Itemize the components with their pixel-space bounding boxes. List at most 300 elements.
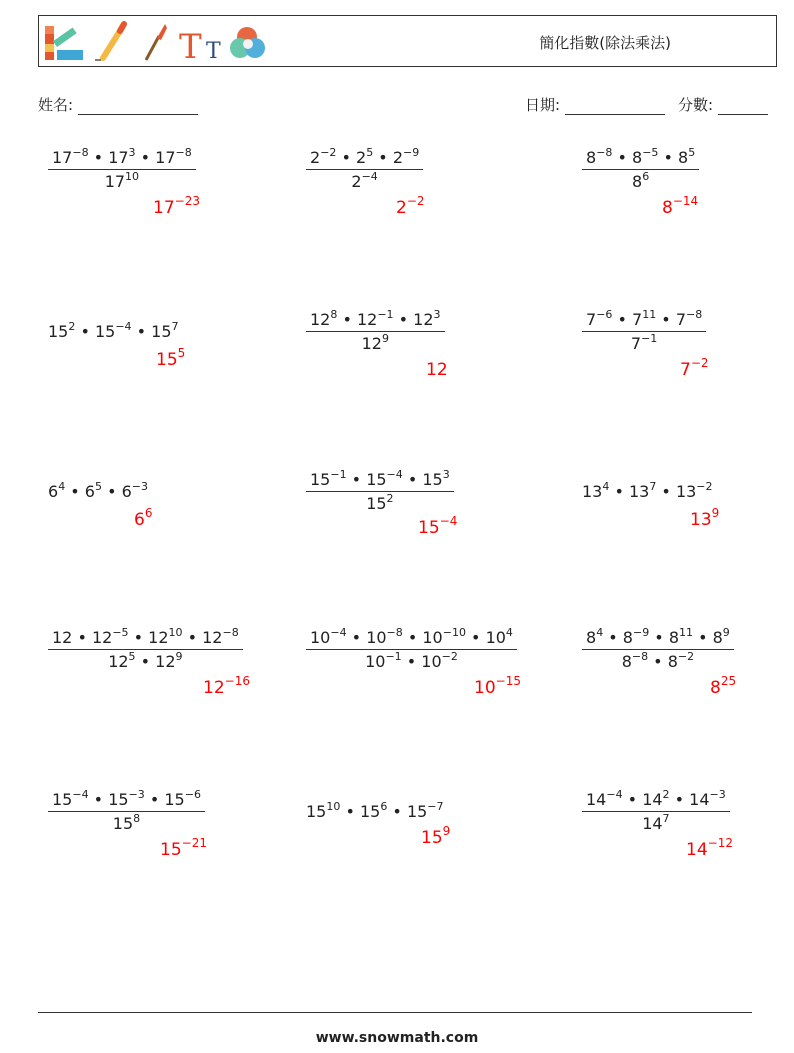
numerator-term (108, 790, 145, 809)
multiply-dot: • (346, 628, 367, 647)
base: 6 (48, 482, 59, 501)
exponent: −8 (175, 146, 192, 159)
answer (474, 674, 521, 698)
problem-6 (582, 308, 709, 380)
numerator (582, 788, 730, 812)
problem-13 (48, 788, 207, 860)
numerator (306, 308, 445, 332)
footer-divider (38, 1012, 752, 1013)
denominator-term (642, 814, 669, 833)
denominator-term (366, 494, 393, 513)
multiply-dot: • (612, 148, 633, 167)
exponent: −2 (690, 356, 709, 370)
exponent: 5 (366, 146, 374, 159)
numerator-term (310, 148, 336, 167)
multiply-dot: • (346, 470, 367, 489)
expression-term (95, 322, 132, 341)
answer (396, 194, 425, 218)
multiply-dot: • (656, 482, 676, 501)
base: 13 (582, 482, 603, 501)
expression-term (48, 322, 75, 341)
exponent: −8 (596, 146, 613, 159)
pencil-icon (95, 24, 124, 60)
base: 17 (52, 148, 73, 167)
numerator-term (202, 628, 239, 647)
exponent: −16 (224, 674, 250, 688)
numerator-term (689, 790, 726, 809)
base: 6 (84, 482, 95, 501)
base: 6 (134, 510, 145, 530)
expression-term (676, 482, 713, 501)
base: 15 (112, 814, 134, 833)
multiply-dot: • (75, 322, 95, 341)
date-blank[interactable] (565, 100, 665, 115)
exponent: −1 (330, 468, 347, 481)
base: 8 (632, 172, 643, 191)
exponent: −14 (672, 194, 699, 208)
multiply-dot: • (649, 628, 669, 647)
multiply-dot: • (135, 652, 156, 671)
exponent: −2 (406, 194, 425, 208)
numerator-term (486, 628, 513, 647)
problem-12 (582, 626, 737, 698)
multiply-dot: • (128, 628, 149, 647)
answer-term (421, 824, 451, 848)
base: 15 (421, 828, 443, 848)
header-icons (43, 20, 273, 64)
denominator-term (351, 172, 377, 191)
fraction (306, 626, 517, 671)
exponent: −10 (442, 626, 466, 639)
exponent: −4 (115, 320, 132, 333)
fraction (48, 146, 196, 191)
base: 12 (91, 628, 113, 647)
numerator (48, 788, 205, 812)
fraction (48, 788, 205, 833)
exponent: 3 (128, 146, 136, 159)
multiply-dot: • (337, 310, 357, 329)
fraction (306, 468, 454, 513)
exponent: 3 (433, 308, 441, 321)
base: 7 (680, 360, 691, 380)
numerator (306, 626, 517, 650)
problem-1 (48, 146, 200, 218)
score-label: 分數: (678, 96, 714, 114)
ruler-palette-icon (45, 26, 83, 60)
exponent: 2 (386, 492, 394, 505)
denominator (306, 650, 517, 670)
base: 15 (48, 322, 69, 341)
numerator-term (422, 470, 449, 489)
denominator-term (362, 334, 389, 353)
multiply-dot: • (693, 628, 713, 647)
base: 8 (712, 628, 723, 647)
exponent: 6 (144, 506, 153, 520)
exponent: 11 (642, 308, 657, 321)
date-field (525, 94, 665, 115)
denominator-term (622, 652, 648, 671)
exponent: −2 (441, 650, 458, 663)
numerator-term (155, 148, 192, 167)
answer-term (680, 356, 709, 380)
numerator (306, 146, 423, 170)
answer-term (474, 674, 521, 698)
answer-term (418, 514, 458, 538)
multiply-dot: • (65, 482, 85, 501)
exponent: 9 (381, 332, 389, 345)
exponent: 9 (175, 650, 183, 663)
denominator-term (421, 652, 458, 671)
answer (710, 674, 737, 698)
exponent: −6 (596, 308, 613, 321)
numerator-term (422, 628, 466, 647)
problem-15 (582, 788, 733, 860)
base: 15 (306, 802, 327, 821)
exponent: −4 (386, 468, 403, 481)
multiply-dot: • (88, 790, 109, 809)
denominator (48, 812, 205, 832)
denominator-term (631, 334, 657, 353)
answer-term (662, 194, 699, 218)
base: 17 (153, 198, 175, 218)
exponent: −3 (128, 788, 145, 801)
base: 13 (675, 482, 697, 501)
denominator-term (105, 172, 139, 191)
numerator-term (642, 790, 669, 809)
base: 15 (108, 790, 129, 809)
exponent: −8 (631, 650, 649, 663)
base: 15 (366, 494, 387, 513)
numerator-term (148, 628, 182, 647)
fraction (582, 308, 706, 353)
base: 12 (203, 678, 225, 698)
answer (160, 836, 207, 860)
svg-text:T: T (179, 27, 202, 64)
denominator-term (365, 652, 402, 671)
base: 2 (356, 148, 367, 167)
expression-term (306, 802, 340, 821)
svg-text:T: T (206, 39, 221, 64)
multiply-dot: • (658, 148, 679, 167)
problem-8 (306, 468, 458, 538)
base: 8 (632, 148, 643, 167)
exponent: 10 (125, 170, 140, 183)
base: 13 (628, 482, 650, 501)
numerator-term (586, 628, 603, 647)
denominator (306, 492, 454, 512)
base: 8 (710, 678, 721, 698)
denominator (48, 170, 196, 190)
multiply-dot: • (401, 652, 422, 671)
exponent: 4 (602, 480, 610, 493)
base: 8 (678, 148, 689, 167)
base: 14 (642, 814, 663, 833)
multiply-dot: • (88, 148, 109, 167)
exponent: 4 (505, 626, 513, 639)
exponent: 25 (720, 674, 737, 688)
denominator (582, 332, 706, 352)
expression-term (360, 802, 387, 821)
exponent: −1 (641, 332, 658, 345)
numerator-term (164, 790, 201, 809)
denominator (306, 170, 423, 190)
numerator-term (393, 148, 419, 167)
multiply-dot: • (609, 482, 629, 501)
expression (48, 472, 148, 500)
base: 12 (310, 310, 331, 329)
numerator-term (52, 790, 89, 809)
exponent: 9 (442, 824, 451, 838)
multiply-dot: • (612, 310, 633, 329)
base: 2 (310, 148, 321, 167)
multiply-dot: • (182, 628, 203, 647)
problem-2 (306, 146, 425, 218)
fraction (582, 788, 730, 833)
multiply-dot: • (101, 482, 122, 501)
exponent: 6 (380, 800, 388, 813)
exponent: −8 (72, 146, 89, 159)
base: 17 (104, 172, 126, 191)
numerator-term (586, 310, 612, 329)
text-icon (179, 27, 221, 64)
base: 7 (586, 310, 597, 329)
base: 7 (632, 310, 643, 329)
multiply-dot: • (656, 310, 676, 329)
exponent: −2 (696, 480, 713, 493)
numerator-term (310, 310, 337, 329)
multiply-dot: • (72, 628, 92, 647)
answer (203, 674, 250, 698)
numerator-term (92, 628, 129, 647)
expression-term (582, 482, 609, 501)
exponent: 5 (177, 346, 186, 360)
base: 12 (202, 628, 223, 647)
multiply-dot: • (402, 628, 423, 647)
problem-5 (306, 308, 448, 380)
multiply-dot: • (373, 148, 393, 167)
exponent: 10 (168, 626, 183, 639)
exponent: −2 (320, 146, 337, 159)
exponent: −21 (181, 836, 207, 850)
denominator-term (155, 652, 182, 671)
exponent: 5 (128, 650, 136, 663)
denominator-term (108, 652, 135, 671)
base: 10 (310, 628, 331, 647)
answer-term (690, 506, 720, 530)
base: 15 (151, 322, 172, 341)
base: 10 (365, 652, 386, 671)
expression-term (85, 482, 102, 501)
numerator-term (366, 628, 403, 647)
numerator (48, 626, 243, 650)
answer (134, 506, 153, 530)
answer-term (710, 674, 737, 698)
fraction (48, 626, 243, 671)
exponent: −23 (174, 194, 200, 208)
numerator-term (366, 470, 403, 489)
numerator-term (676, 310, 702, 329)
base: 12 (426, 360, 448, 380)
multiply-dot: • (669, 790, 690, 809)
score-field (678, 94, 768, 115)
base: 12 (52, 628, 73, 647)
numerator-term (669, 628, 693, 647)
base: 15 (156, 350, 178, 370)
page-title: 簡化指數(除法乘法) (539, 34, 671, 52)
answer (680, 356, 709, 380)
base: 8 (586, 148, 597, 167)
base: 15 (164, 790, 185, 809)
exponent: 5 (94, 480, 102, 493)
numerator (48, 146, 196, 170)
problem-7 (48, 472, 153, 530)
problem-11 (306, 626, 521, 698)
fraction (306, 146, 423, 191)
footer-url: www.snowmath.com (315, 1030, 479, 1046)
base: 14 (686, 840, 708, 860)
exponent: −15 (495, 674, 521, 688)
exponent: −9 (632, 626, 650, 639)
numerator-term (108, 148, 135, 167)
exponent: −8 (386, 626, 403, 639)
exponent: −4 (330, 626, 347, 639)
denominator (582, 650, 734, 670)
expression (582, 472, 713, 500)
multiply-dot: • (603, 628, 623, 647)
exponent: −6 (184, 788, 201, 801)
date-label: 日期: (525, 96, 561, 114)
exponent: −5 (642, 146, 659, 159)
exponent: −1 (377, 308, 394, 321)
header-box (38, 15, 777, 67)
multiply-dot: • (402, 470, 423, 489)
expression-term (122, 482, 148, 501)
exponent: 7 (171, 320, 179, 333)
multiply-dot: • (336, 148, 357, 167)
answer (153, 194, 200, 218)
base: 6 (121, 482, 132, 501)
score-blank[interactable] (718, 100, 768, 115)
numerator (306, 468, 454, 492)
exponent: −8 (222, 626, 239, 639)
base: 12 (148, 628, 169, 647)
numerator-term (357, 310, 394, 329)
numerator-term (678, 148, 695, 167)
base: 8 (667, 652, 678, 671)
numerator (582, 626, 734, 650)
expression (306, 792, 444, 820)
base: 2 (392, 148, 403, 167)
multiply-dot: • (135, 148, 156, 167)
numerator-term (632, 310, 656, 329)
numerator-term (586, 790, 623, 809)
answer-term (426, 360, 448, 380)
numerator-term (310, 470, 347, 489)
answer-term (134, 506, 153, 530)
base: 14 (586, 790, 607, 809)
answer-term (156, 346, 186, 370)
base: 12 (155, 652, 176, 671)
base: 10 (421, 652, 442, 671)
multiply-dot: • (622, 790, 643, 809)
exponent: 4 (596, 626, 604, 639)
numerator-term (310, 628, 347, 647)
exponent: 6 (642, 170, 650, 183)
exponent: 2 (662, 788, 670, 801)
exponent: −5 (112, 626, 129, 639)
exponent: −9 (403, 146, 420, 159)
name-field (38, 94, 198, 115)
numerator-term (356, 148, 373, 167)
base: 12 (361, 334, 382, 353)
denominator-term (632, 172, 649, 191)
base: 15 (160, 840, 182, 860)
color-circles-icon (230, 27, 265, 58)
answer (156, 346, 186, 370)
exponent: 9 (711, 506, 720, 520)
name-blank[interactable] (78, 100, 198, 115)
denominator (582, 812, 730, 832)
base: 12 (413, 310, 434, 329)
base: 15 (310, 470, 331, 489)
exponent: 5 (688, 146, 696, 159)
base: 10 (422, 628, 443, 647)
base: 15 (422, 470, 443, 489)
answer-term (160, 836, 207, 860)
numerator-term (413, 310, 440, 329)
exponent: −2 (677, 650, 695, 663)
base: 12 (356, 310, 378, 329)
answer (421, 824, 451, 848)
exponent: −4 (72, 788, 89, 801)
denominator (48, 650, 243, 670)
base: 2 (396, 198, 407, 218)
problem-3 (582, 146, 699, 218)
base: 7 (630, 334, 642, 353)
base: 15 (52, 790, 73, 809)
exponent: 7 (649, 480, 657, 493)
answer (418, 514, 458, 538)
base: 15 (359, 802, 381, 821)
exponent: −1 (385, 650, 402, 663)
base: 10 (366, 628, 387, 647)
numerator (582, 146, 699, 170)
exponent: 8 (133, 812, 141, 825)
numerator-term (52, 148, 89, 167)
expression-term (629, 482, 656, 501)
denominator (306, 332, 445, 352)
exponent: −4 (439, 514, 458, 528)
name-label: 姓名: (38, 96, 74, 114)
base: 12 (108, 652, 129, 671)
expression-term (407, 802, 444, 821)
exponent: 2 (68, 320, 76, 333)
numerator-term (632, 148, 658, 167)
exponent: 10 (326, 800, 341, 813)
base: 8 (621, 652, 632, 671)
numerator-term (713, 628, 730, 647)
base: 10 (485, 628, 506, 647)
expression-term (151, 322, 178, 341)
multiply-dot: • (465, 628, 486, 647)
fraction (582, 146, 699, 191)
exponent: −3 (131, 480, 148, 493)
exponent: 4 (58, 480, 66, 493)
multiply-dot: • (340, 802, 360, 821)
base: 13 (690, 510, 712, 530)
base: 8 (668, 628, 679, 647)
answer (690, 506, 720, 530)
